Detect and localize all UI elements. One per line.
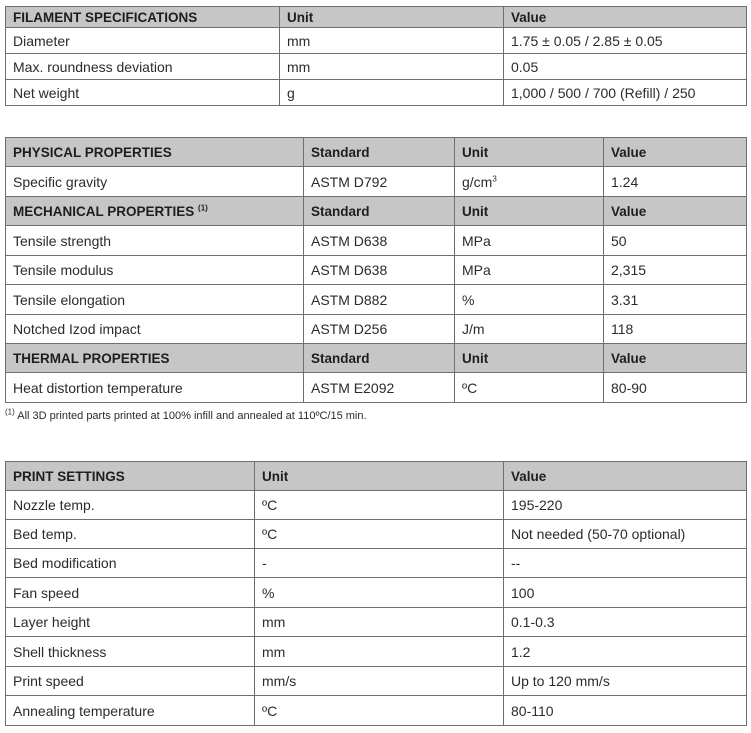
cell-setting: Print speed <box>6 667 255 696</box>
table-row <box>6 285 747 315</box>
table-row <box>6 226 747 256</box>
cell-standard: ASTM D792 <box>304 167 455 197</box>
table-row <box>6 520 747 549</box>
cell-unit: % <box>255 578 504 608</box>
cell-unit: mm <box>280 28 504 54</box>
cell-unit: MPa <box>455 226 604 256</box>
table-header-row <box>6 344 747 373</box>
footnote-marker: (1) <box>5 407 15 417</box>
cell-setting: Fan speed <box>6 578 255 608</box>
cell-setting: Bed modification <box>6 549 255 578</box>
header-unit: Unit <box>455 197 604 226</box>
header-unit: Unit <box>280 7 504 28</box>
cell-property: Tensile strength <box>6 226 304 256</box>
header-value: Value <box>504 7 747 28</box>
unit-superscript: 3 <box>492 173 497 183</box>
cell-setting: Nozzle temp. <box>6 491 255 520</box>
cell-value: Up to 120 mm/s <box>504 667 747 696</box>
cell-property: Notched Izod impact <box>6 315 304 344</box>
table-row <box>6 28 747 54</box>
cell-setting: Shell thickness <box>6 637 255 667</box>
filament-specifications-table <box>5 6 747 106</box>
cell-unit <box>455 167 604 197</box>
cell-standard: ASTM D638 <box>304 226 455 256</box>
cell-value: 2,315 <box>604 256 747 285</box>
cell-value: -- <box>504 549 747 578</box>
properties-table <box>5 137 747 403</box>
table-row <box>6 315 747 344</box>
header-physical-properties: PHYSICAL PROPERTIES <box>6 138 304 167</box>
cell-value: 80-90 <box>604 373 747 403</box>
cell-property: Tensile elongation <box>6 285 304 315</box>
cell-unit: ºC <box>255 491 504 520</box>
cell-value: 1.75 ± 0.05 / 2.85 ± 0.05 <box>504 28 747 54</box>
print-settings-table <box>5 461 747 726</box>
header-thermal-properties: THERMAL PROPERTIES <box>6 344 304 373</box>
header-standard: Standard <box>304 197 455 226</box>
cell-standard: ASTM D638 <box>304 256 455 285</box>
cell-value: 195-220 <box>504 491 747 520</box>
table-row <box>6 667 747 696</box>
table-row <box>6 637 747 667</box>
header-unit: Unit <box>455 138 604 167</box>
header-mechanical-properties <box>6 197 304 226</box>
cell-value: 0.05 <box>504 54 747 80</box>
table-row <box>6 167 747 197</box>
cell-property: Specific gravity <box>6 167 304 197</box>
table-row <box>6 696 747 726</box>
cell-value: Not needed (50-70 optional) <box>504 520 747 549</box>
header-value: Value <box>604 197 747 226</box>
table-header-row <box>6 462 747 491</box>
table-row <box>6 256 747 285</box>
header-standard: Standard <box>304 344 455 373</box>
cell-unit: - <box>255 549 504 578</box>
header-print-settings: PRINT SETTINGS <box>6 462 255 491</box>
cell-unit: mm <box>280 54 504 80</box>
cell-value: 118 <box>604 315 747 344</box>
header-value: Value <box>604 138 747 167</box>
cell-standard: ASTM D882 <box>304 285 455 315</box>
cell-setting: Layer height <box>6 608 255 637</box>
table-row <box>6 608 747 637</box>
header-unit: Unit <box>255 462 504 491</box>
cell-value: 50 <box>604 226 747 256</box>
cell-unit: ºC <box>255 696 504 726</box>
cell-property: Heat distortion temperature <box>6 373 304 403</box>
table-row <box>6 80 747 106</box>
cell-unit: MPa <box>455 256 604 285</box>
cell-unit: g <box>280 80 504 106</box>
table-header-row <box>6 138 747 167</box>
cell-standard: ASTM D256 <box>304 315 455 344</box>
header-value: Value <box>504 462 747 491</box>
table-header-row <box>6 7 747 28</box>
cell-value: 0.1-0.3 <box>504 608 747 637</box>
table-header-row <box>6 197 747 226</box>
header-value: Value <box>604 344 747 373</box>
cell-value: 1.24 <box>604 167 747 197</box>
header-standard: Standard <box>304 138 455 167</box>
cell-unit: mm/s <box>255 667 504 696</box>
cell-unit: ºC <box>255 520 504 549</box>
table-row <box>6 54 747 80</box>
cell-standard: ASTM E2092 <box>304 373 455 403</box>
cell-setting: Annealing temperature <box>6 696 255 726</box>
cell-property: Diameter <box>6 28 280 54</box>
cell-value: 80-110 <box>504 696 747 726</box>
table-row <box>6 578 747 608</box>
cell-value: 100 <box>504 578 747 608</box>
cell-unit: mm <box>255 608 504 637</box>
cell-property: Tensile modulus <box>6 256 304 285</box>
table-row <box>6 491 747 520</box>
table-row <box>6 373 747 403</box>
cell-value: 1.2 <box>504 637 747 667</box>
cell-setting: Bed temp. <box>6 520 255 549</box>
cell-property: Net weight <box>6 80 280 106</box>
table-row <box>6 549 747 578</box>
header-filament-specifications: FILAMENT SPECIFICATIONS <box>6 7 280 28</box>
header-mechanical-label: MECHANICAL PROPERTIES <box>13 203 195 219</box>
cell-property: Max. roundness deviation <box>6 54 280 80</box>
header-unit: Unit <box>455 344 604 373</box>
cell-value: 3.31 <box>604 285 747 315</box>
cell-unit: ºC <box>455 373 604 403</box>
cell-unit: J/m <box>455 315 604 344</box>
footnote <box>5 407 367 422</box>
cell-unit: % <box>455 285 604 315</box>
cell-value: 1,000 / 500 / 700 (Refill) / 250 <box>504 80 747 106</box>
footnote-text: All 3D printed parts printed at 100% infill and annealed at 110ºC/15 min. <box>14 410 367 422</box>
footnote-marker: (1) <box>198 203 208 212</box>
unit-text: g/cm <box>462 173 493 190</box>
cell-unit: mm <box>255 637 504 667</box>
